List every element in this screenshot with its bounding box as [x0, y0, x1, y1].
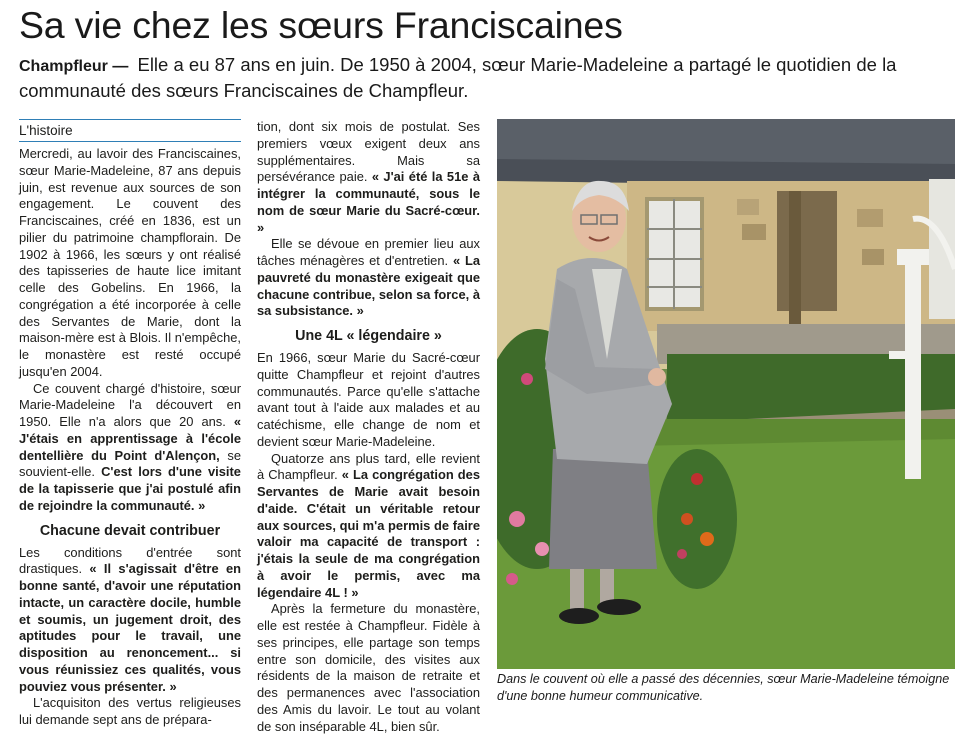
- paragraph: Mercredi, au lavoir des Franciscaines, sœur Marie-Madeleine, 87 ans depuis juin, est revenue aux sources de son engagement. Le couvent des Franciscaines, créé en 1836, est un pilier du patrimoine champflorain. De 1902 à 1966, les sœurs y ont réalisé des tapisseries de haute lice imitant celle des Gobelins. En 1966, la congrégation a été incorporée à celle des Servantes de Marie, dont la maison-mère est à Blois. Il n'empêche, le monastère est resté occupé jusqu'en 2004.: [19, 146, 241, 379]
- quote: « La pauvreté du monastère exigeait que chacune contribue, selon sa force, à sa subsistance. »: [257, 253, 480, 319]
- paragraph: L'acquisiton des vertus religieuses lui demande sept ans de prépara-: [19, 695, 241, 727]
- paragraph: Après la fermeture du monastère, elle est restée à Champfleur. Fidèle à ses principes, elle partage son temps entre son domicile, des visites aux résidents de la maison de retraite et des permanences avec l'association des Amis du lavoir. Le tout au volant de son inséparable 4L, bien sûr.: [257, 601, 480, 734]
- paragraph: tion, dont six mois de postulat. Ses premiers vœux exigent deux ans supplémentaires. Mais sa persévérance paie. « J'ai été la 51e à intégrer la communauté, sous le nom de sœur Marie du Sacré-cœur. »: [257, 119, 480, 235]
- photo-illustration: [497, 119, 955, 669]
- dateline-place: Champfleur —: [19, 58, 129, 75]
- subheading: Une 4L « légendaire »: [295, 328, 442, 344]
- article-column-1: [19, 119, 241, 729]
- subheading: Chacune devait contribuer: [39, 522, 221, 539]
- paragraph: Elle se dévoue en premier lieu aux tâches ménagères et d'entretien. « La pauvreté du monastère exigeait que chacune contribue, selon sa force, à sa subsistance. »: [257, 236, 480, 319]
- photo-caption: Dans le couvent où elle a passé des décennies, sœur Marie-Madeleine témoigne d'une bonne humeur communicative.: [497, 672, 950, 703]
- paragraph: Quatorze ans plus tard, elle revient à Champfleur. « La congrégation des Servantes de Marie avait besoin d'aide. C'était un véritable retour aux sources, qui m'a permis de faire valoir ma capacité de transport : j'étais la seule de ma congrégation à avoir le permis, avec ma légendaire 4L ! »: [257, 450, 480, 600]
- quote: « J'ai été la 51e à intégrer la communauté, sous le nom de sœur Marie du Sacré-cœur. »: [257, 169, 480, 235]
- paragraph: En 1966, sœur Marie du Sacré-cœur quitte Champfleur et rejoint d'autres communautés. Parce qu'elle s'attache avant tout à l'aide aux malades et au catéchisme, elle change de nom et devient sœur Marie-Madeleine.: [257, 350, 480, 449]
- headline: Sa vie chez les sœurs Franciscaines: [19, 4, 623, 46]
- section-title: L'histoire: [19, 119, 241, 142]
- quote: « Il s'agissait d'être en bonne santé, d'avoir une réputation intacte, un caractère docile, humble et soumis, un jugement droit, des aptitudes pour le travail, une disposition au renoncement... si vous réunissiez ces qualités, vous pouviez vous présenter. »: [19, 561, 241, 694]
- lede: [19, 53, 949, 103]
- lede-text: Elle a eu 87 ans en juin. De 1950 à 2004, sœur Marie-Madeleine a partagé le quotidien de la communauté des sœurs Franciscaines de Champfleur.: [19, 54, 897, 101]
- quote: C'est lors d'une visite de la tapisserie que j'ai postulé afin de rejoindre la communauté. »: [19, 464, 241, 513]
- paragraph: Ce couvent chargé d'histoire, sœur Marie-Madeleine l'a découvert en 1950. Elle n'a alors que 20 ans. « J'étais en apprentissage à l'école dentellière du Point d'Alençon, se souvient-elle. C'est lors d'une visite de la tapisserie que j'ai postulé afin de rejoindre la communauté. »: [19, 380, 241, 513]
- article-photo: [497, 119, 955, 669]
- quote: « La congrégation des Servantes de Marie avait besoin d'aide. C'était un véritable retour aux sources, qui m'a permis de faire valoir ma capacité de transport : j'étais la seule de ma congrégation à avoir le permis, avec ma légendaire 4L ! »: [257, 467, 480, 600]
- article-column-2: [257, 119, 480, 735]
- paragraph: Les conditions d'entrée sont drastiques. « Il s'agissait d'être en bonne santé, d'avoir une réputation intacte, un caractère docile, humble et soumis, un jugement droit, des aptitudes pour le travail, une disposition au renoncement... si vous réunissiez ces qualités, vous pouviez vous présenter. »: [19, 544, 241, 694]
- quote: « J'étais en apprentissage à l'école dentellière du Point d'Alençon,: [19, 414, 241, 463]
